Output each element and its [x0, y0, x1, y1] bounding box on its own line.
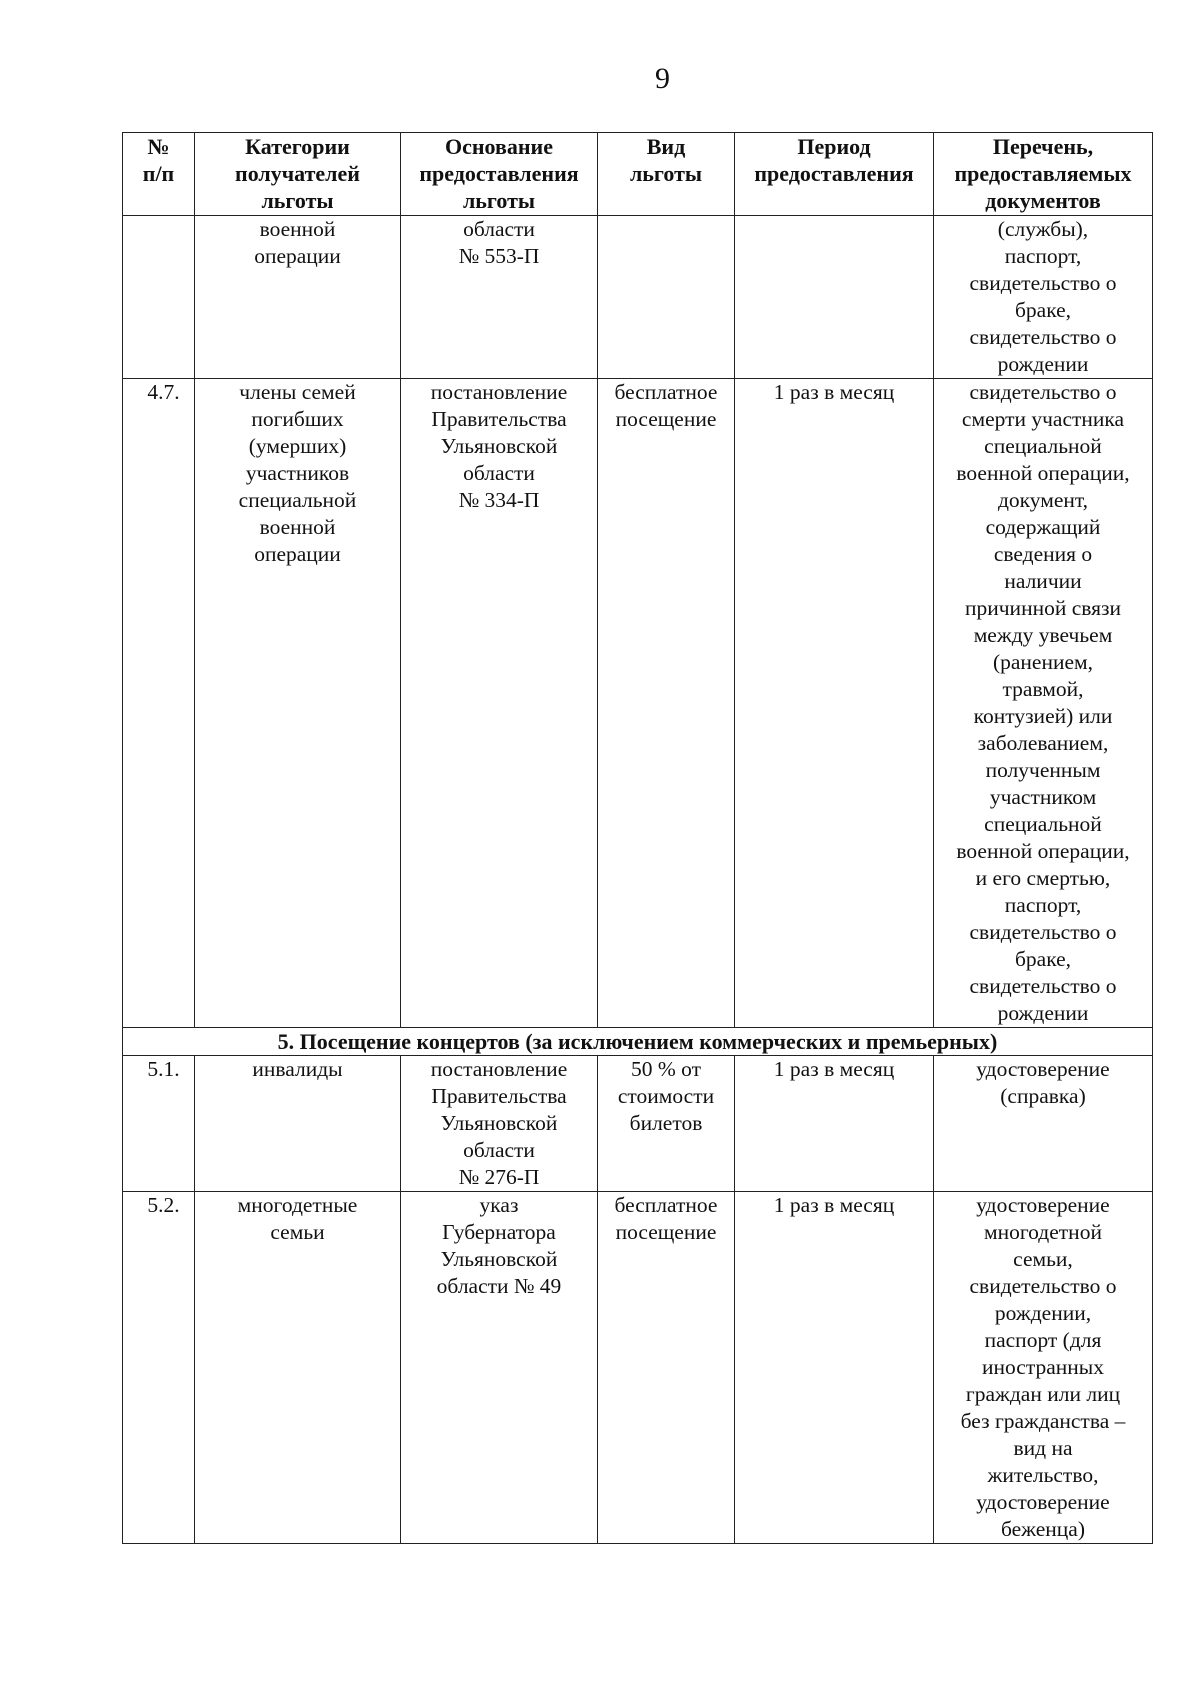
cell-line: браке,: [1014, 947, 1072, 971]
cell-line: военной: [259, 217, 336, 241]
cell-line: № 553-П: [458, 244, 540, 268]
cell-line: Ульяновской: [440, 434, 558, 458]
cell-line: Правительства: [431, 1084, 567, 1108]
cell-line: свидетельство о: [969, 271, 1117, 295]
cell-line: посещение: [615, 407, 717, 431]
cell-line: Ульяновской: [440, 1247, 558, 1271]
cell-line: указ: [479, 1193, 519, 1217]
row-category: [195, 216, 401, 379]
cell-line: свидетельство о: [969, 1274, 1117, 1298]
cell-line: предоставления: [419, 161, 579, 186]
row-basis: [401, 1192, 598, 1544]
row-type: [598, 1192, 735, 1544]
header-category: [195, 133, 401, 216]
row-num: 5.1.: [123, 1056, 195, 1192]
cell-line: Правительства: [431, 407, 567, 431]
cell-line: члены семей: [239, 380, 356, 404]
cell-line: военной: [259, 515, 336, 539]
cell-line: семьи,: [1013, 1247, 1073, 1271]
cell-line: погибших: [251, 407, 344, 431]
cell-line: 50 % от: [630, 1057, 702, 1081]
section-header-row: [123, 1028, 1153, 1056]
row-type: [598, 1056, 735, 1192]
cell-line: льготы: [629, 161, 703, 186]
cell-line: наличии: [1004, 569, 1082, 593]
cell-line: документов: [985, 188, 1101, 213]
cell-line: и его смертью,: [975, 866, 1111, 890]
row-type: [598, 216, 735, 379]
cell-line: паспорт (для: [984, 1328, 1102, 1352]
cell-line: документ,: [997, 488, 1089, 512]
cell-line: предоставляемых: [954, 161, 1132, 186]
table-header-row: [123, 133, 1153, 216]
cell-line: контузией) или: [973, 704, 1113, 728]
row-period: [735, 1192, 934, 1544]
cell-line: специальной: [984, 434, 1102, 458]
cell-line: операции: [254, 244, 341, 268]
row-basis: [401, 1056, 598, 1192]
cell-line: военной операции,: [956, 839, 1130, 863]
header-basis: [401, 133, 598, 216]
cell-line: удостоверение: [976, 1490, 1110, 1514]
table-row: [123, 1056, 1153, 1192]
cell-line: военной операции,: [956, 461, 1130, 485]
cell-line: беженца): [1000, 1517, 1086, 1541]
cell-line: (службы),: [997, 217, 1089, 241]
cell-line: постановление: [430, 380, 568, 404]
row-category: [195, 1192, 401, 1544]
cell-line: специальной: [984, 812, 1102, 836]
cell-line: постановление: [430, 1057, 568, 1081]
cell-line: предоставления: [754, 161, 914, 186]
cell-line: Категории: [245, 134, 350, 159]
cell-line: участников: [245, 461, 350, 485]
row-type: [598, 379, 735, 1028]
cell-line: Губернатора: [442, 1220, 556, 1244]
cell-line: льготы: [261, 188, 334, 213]
cell-line: 1 раз в месяц: [773, 1193, 895, 1217]
cell-line: области: [463, 461, 535, 485]
cell-line: браке,: [1014, 298, 1072, 322]
cell-line: рождении: [997, 1001, 1089, 1025]
cell-line: рождении,: [994, 1301, 1092, 1325]
cell-line: №: [147, 134, 170, 159]
cell-line: льготы: [462, 188, 536, 213]
cell-line: паспорт,: [1004, 893, 1082, 917]
cell-line: Ульяновской: [440, 1111, 558, 1135]
cell-line: многодетной: [984, 1220, 1102, 1244]
cell-line: операции: [254, 542, 341, 566]
row-num: 5.2.: [123, 1192, 195, 1544]
row-basis: [401, 379, 598, 1028]
cell-line: Период: [797, 134, 871, 159]
cell-line: (ранением,: [992, 650, 1094, 674]
cell-line: области № 49: [436, 1274, 562, 1298]
row-basis: [401, 216, 598, 379]
cell-line: (умерших): [248, 434, 347, 458]
cell-line: 1 раз в месяц: [773, 1057, 895, 1081]
cell-line: № 334-П: [458, 488, 540, 512]
table-row: [123, 379, 1153, 1028]
row-num: [123, 216, 195, 379]
cell-line: удостоверение: [976, 1057, 1110, 1081]
cell-line: сведения о: [993, 542, 1093, 566]
row-category: [195, 1056, 401, 1192]
section-title: 5. Посещение концертов (за исключением коммерческих и премьерных): [123, 1028, 1153, 1056]
cell-line: свидетельство о: [969, 380, 1117, 404]
cell-line: (справка): [1000, 1084, 1086, 1108]
header-num: [123, 133, 195, 216]
cell-line: Вид: [646, 134, 686, 159]
cell-line: граждан или лиц: [965, 1382, 1121, 1406]
cell-line: содержащий: [985, 515, 1101, 539]
cell-line: посещение: [615, 1220, 717, 1244]
cell-line: бесплатное: [614, 1193, 718, 1217]
cell-line: полученным: [985, 758, 1101, 782]
cell-line: удостоверение: [976, 1193, 1110, 1217]
cell-line: инвалиды: [252, 1057, 343, 1081]
table-row: [123, 1192, 1153, 1544]
cell-line: области: [463, 217, 535, 241]
cell-line: жительство,: [987, 1463, 1099, 1487]
cell-line: иностранных: [982, 1355, 1104, 1379]
cell-line: участником: [989, 785, 1097, 809]
cell-line: между увечьем: [973, 623, 1113, 647]
row-documents: [934, 1192, 1153, 1544]
cell-line: заболеванием,: [977, 731, 1109, 755]
cell-line: многодетные: [237, 1193, 358, 1217]
cell-line: п/п: [142, 161, 175, 186]
page-number: 9: [655, 62, 670, 95]
cell-line: свидетельство о: [969, 325, 1117, 349]
header-documents: [934, 133, 1153, 216]
cell-line: без гражданства –: [960, 1409, 1126, 1433]
row-category: [195, 379, 401, 1028]
cell-line: паспорт,: [1004, 244, 1082, 268]
header-type: [598, 133, 735, 216]
cell-line: 1 раз в месяц: [773, 380, 895, 404]
header-period: [735, 133, 934, 216]
row-period: [735, 379, 934, 1028]
row-num: 4.7.: [123, 379, 195, 1028]
cell-line: причинной связи: [964, 596, 1122, 620]
row-documents: [934, 1056, 1153, 1192]
row-period: [735, 1056, 934, 1192]
cell-line: Основание: [444, 134, 553, 159]
row-period: [735, 216, 934, 379]
table-row: [123, 216, 1153, 379]
row-documents: [934, 216, 1153, 379]
cell-line: специальной: [238, 488, 357, 512]
cell-line: свидетельство о: [969, 974, 1117, 998]
cell-line: травмой,: [1002, 677, 1084, 701]
cell-line: семьи: [270, 1220, 325, 1244]
cell-line: № 276-П: [458, 1165, 540, 1189]
cell-line: свидетельство о: [969, 920, 1117, 944]
cell-line: области: [463, 1138, 535, 1162]
cell-line: рождении: [997, 352, 1089, 376]
row-documents: [934, 379, 1153, 1028]
cell-line: смерти участника: [961, 407, 1125, 431]
cell-line: стоимости: [617, 1084, 715, 1108]
cell-line: вид на: [1013, 1436, 1073, 1460]
cell-line: получателей: [235, 161, 360, 186]
cell-line: билетов: [629, 1111, 703, 1135]
cell-line: бесплатное: [614, 380, 718, 404]
benefits-table: [122, 132, 1153, 1544]
cell-line: Перечень,: [992, 134, 1094, 159]
